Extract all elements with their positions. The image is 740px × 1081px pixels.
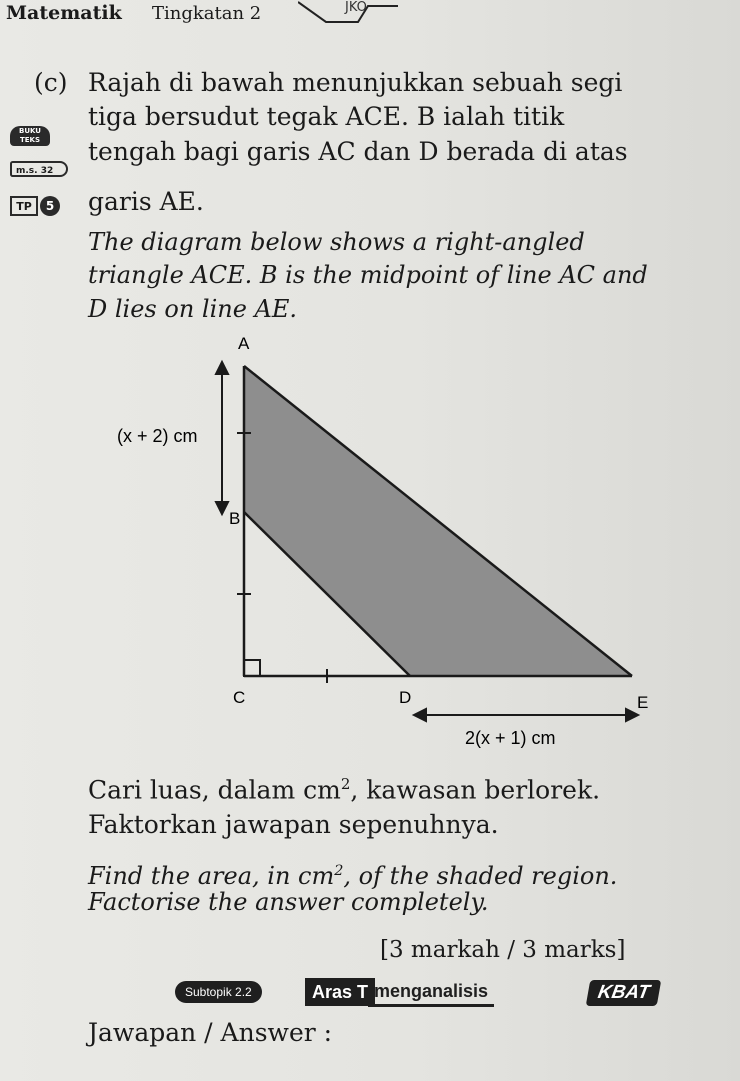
buku-teks-badge: BUKU TEKS: [10, 126, 50, 146]
subject-title: Matematik: [6, 2, 122, 24]
vertex-label-E: E: [637, 693, 649, 712]
vertex-label-B: B: [229, 509, 241, 528]
vertical-dimension-label: (x + 2) cm: [117, 426, 198, 446]
right-angle-marker: [244, 660, 260, 676]
horizontal-dimension-label: 2(x + 1) cm: [465, 728, 556, 748]
page-ref-badge: m.s. 32: [10, 161, 68, 177]
vertex-label-C: C: [233, 688, 246, 707]
vertical-dimension-arrow: [216, 362, 228, 514]
tp-level-icon: 5: [40, 196, 60, 216]
task-english-2: Factorise the answer completely.: [88, 888, 489, 916]
skill-tag: menganalisis: [368, 978, 494, 1007]
form-level: Tingkatan 2: [152, 3, 262, 24]
vertex-label-A: A: [238, 334, 250, 353]
malay-line-3: tengah bagi garis AC dan D berada di atas: [88, 137, 628, 166]
malay-line-2: tiga bersudut tegak ACE. B ialah titik: [88, 102, 565, 131]
task-english-1: Find the area, in $cm^2$, of the shaded region.: [88, 862, 618, 890]
english-line-2: triangle ACE. B is the midpoint of line AC and: [88, 261, 648, 289]
subtopic-tag: Subtopik 2.2: [175, 981, 262, 1003]
english-line-1: The diagram below shows a right-angled: [88, 228, 585, 256]
malay-line-1: Rajah di bawah menunjukkan sebuah segi: [88, 68, 623, 97]
kbat-tag: KBAT: [586, 980, 662, 1006]
task-malay-2: Faktorkan jawapan sepenuhnya.: [88, 810, 499, 839]
english-line-3: D lies on line AE.: [88, 295, 298, 323]
question-part-label: (c): [34, 68, 68, 97]
aras-tag: Aras T: [305, 978, 375, 1006]
horizontal-dimension-arrow: [414, 709, 638, 721]
tp-badge: TP: [10, 196, 38, 216]
marks-label: [3 markah / 3 marks]: [380, 937, 626, 963]
header-corner-text: JKO: [345, 0, 367, 15]
answer-label: Jawapan / Answer :: [88, 1018, 333, 1047]
vertex-label-D: D: [399, 688, 412, 707]
malay-line-4: garis AE.: [88, 187, 204, 216]
task-malay-1: Cari luas, dalam $cm^2$, kawasan berlorek.: [88, 775, 601, 805]
